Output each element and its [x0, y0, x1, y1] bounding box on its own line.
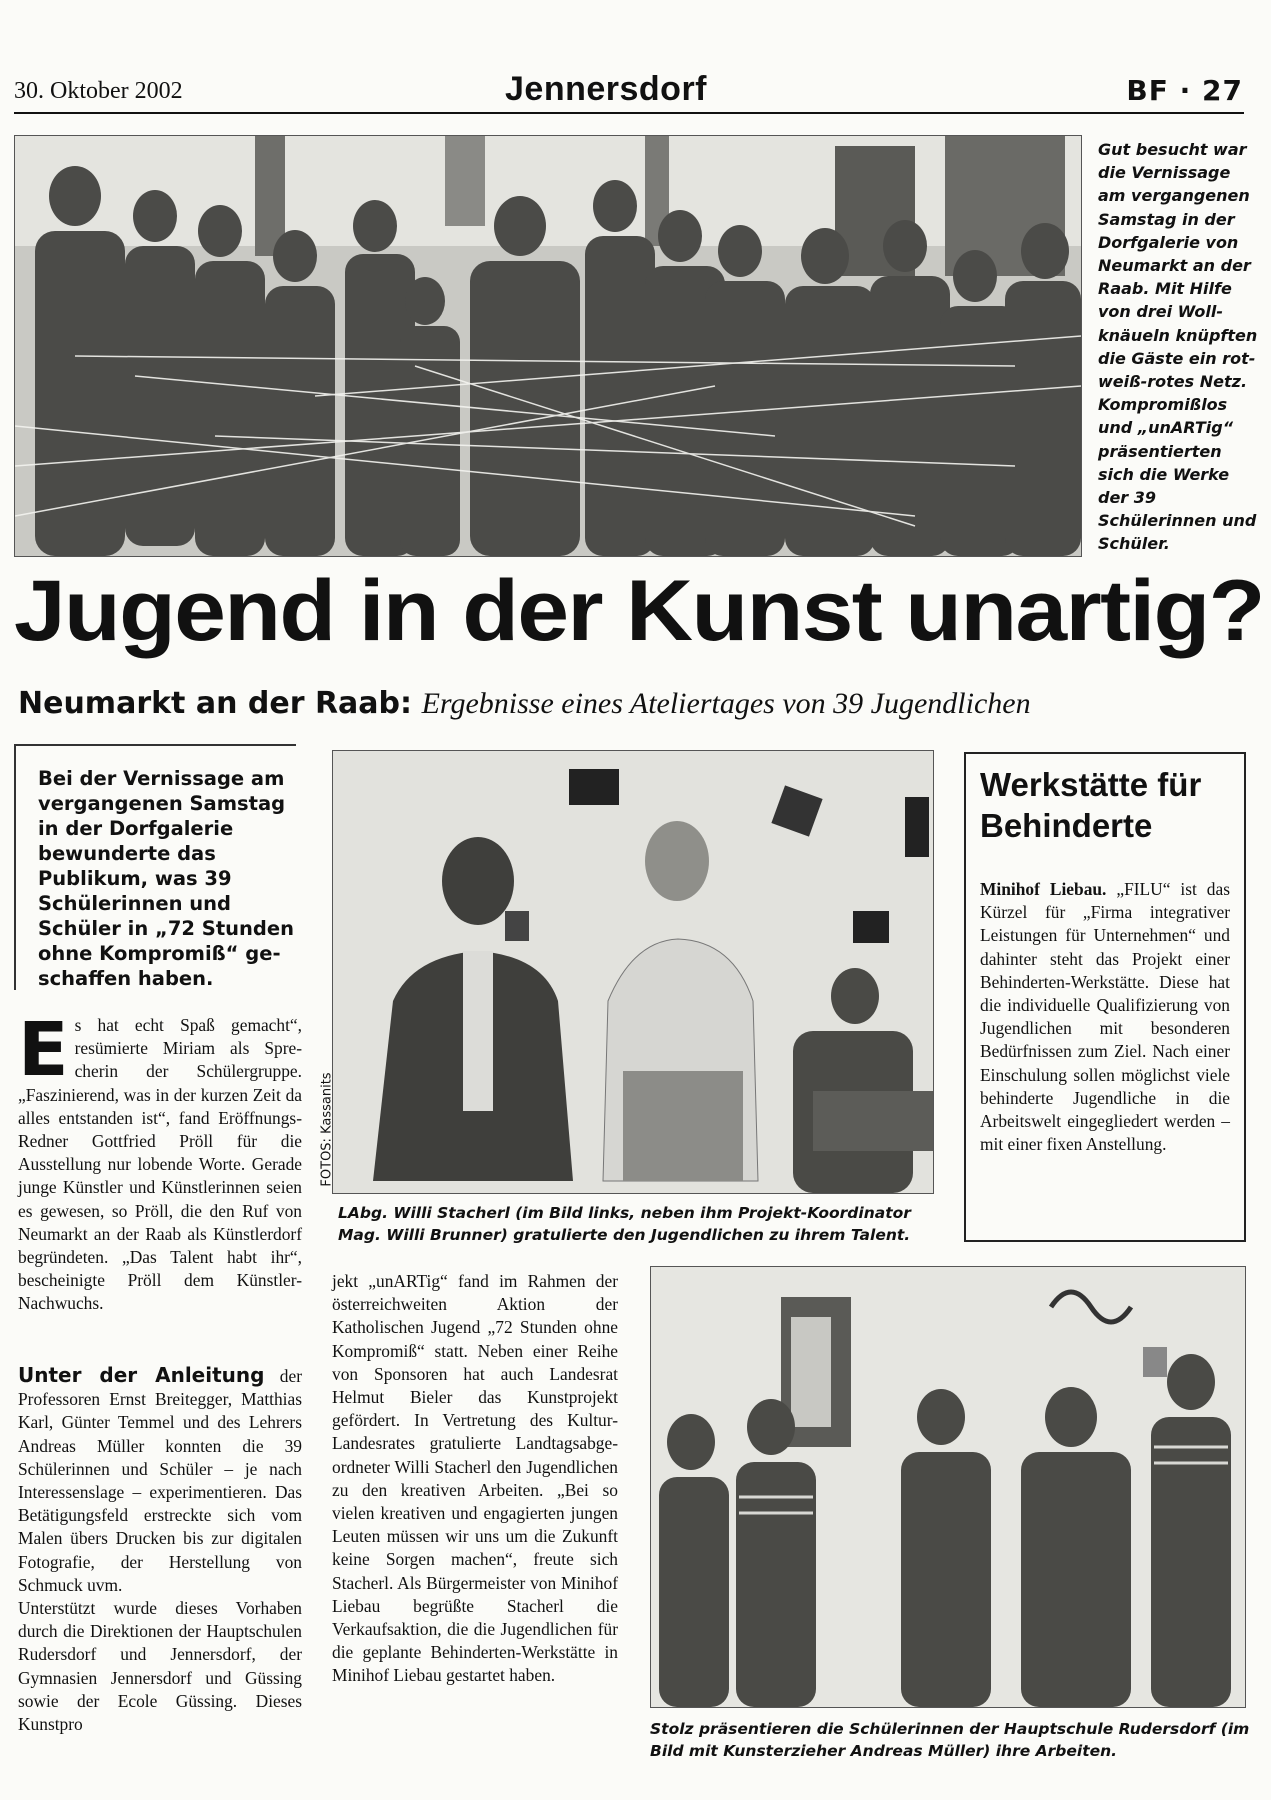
- middle-photo-graphic: [333, 751, 933, 1193]
- header-rule: [14, 112, 1244, 114]
- sidebar-box: [964, 752, 1246, 1242]
- bottom-photo-caption: Stolz präsentieren die Schülerinnen der Hauptschule Rudersdorf (im Bild mit Kunsterzieher Andreas Müller) ihre Arbeiten.: [650, 1720, 1250, 1760]
- middle-photo-caption: LAbg. Willi Stacherl (im Bild links, neben ihm Projekt-Koordinator Mag. Willi Brunner) gratulierte den Jugendlichen zu ihrem Talent.: [338, 1204, 911, 1244]
- body-paragraph-3: Unterstützt wurde dieses Vorhaben durch die Direktionen der Hauptschulen Rudersdorf und Jennersdorf, der Gymnasien Jennersdorf und Güssing sowie der Ecole Güssing. Dieses Kunstpro: [18, 1598, 302, 1735]
- body-column-2: [332, 1270, 618, 1688]
- photo-credit-text: FOTOS: Kassanits: [319, 1072, 335, 1187]
- body-paragraph-2: der Professoren Ernst Breitegger, Matthias Karl, Günter Temmel und des Lehrers Andreas Müller konnten die 39 Schülerinnen und Schüler – je nach Interessenslage – experimentieren. Das Betätigungsfeld erstreckte sich vom Malen übers Drucken bis zur digitalen Fotografie, der Herstellung von Schmuck uvm.: [18, 1366, 302, 1595]
- subheadline-place: Neumarkt an der Raab:: [18, 686, 413, 721]
- body-column-1-continued: [18, 1364, 302, 1736]
- sidebar-place: Minihof Liebau.: [980, 879, 1107, 899]
- body-subhead: Unter der Anleitung: [18, 1363, 265, 1387]
- drop-cap: E: [18, 1007, 69, 1093]
- middle-photo: [332, 750, 934, 1194]
- lead-paragraph: Bei der Vernissage am vergangenen Samstag in der Dorfgalerie bewunderte das Publikum, was 39 Schülerinnen und Schüler in „72 Stunden ohne Kompromiß“ geschaffen haben.: [38, 767, 294, 990]
- issue-date: 30. Oktober 2002: [14, 78, 183, 104]
- page-number: BF · 27: [1126, 74, 1243, 107]
- subheadline-text: Ergebnisse eines Ateliertages von 39 Jugendlichen: [421, 687, 1031, 720]
- top-photo-caption: Gut besucht war die Vernissage am vergangenen Samstag in der Dorfgalerie von Neumarkt an der Raab. Mit Hilfe von drei Wollknäueln knüpften die Gäste ein rot-weiß-rotes Netz. Kompromißlos und „unARTig“ präsentierten sich die Werke der 39 Schülerinnen und Schüler.: [1098, 140, 1258, 554]
- lead-rule: [14, 744, 296, 746]
- sidebar-body: [980, 878, 1230, 1156]
- section-title: Jennersdorf: [505, 70, 707, 108]
- subheadline: [18, 686, 1031, 721]
- lead-vrule: [14, 744, 16, 990]
- sidebar-title: Werkstätte für Behinderte: [980, 766, 1202, 844]
- body-column-1: [18, 1007, 302, 1316]
- sidebar-text: „FILU“ ist das Kürzel für „Firma integrativer Leistungen für Unternehmen“ und dahinter steht das Projekt einer Behinderten-Werkstätte. Diese hat die individuelle Qualifizierung von Jugendlichen mit besonderen Bedürfnissen zum Ziel. Nach einer Einschulung sollen möglichst viele behinderte Jugendliche in die Arbeitswelt eingegliedert werden – mit einer fixen Anstellung.: [980, 879, 1230, 1155]
- body-paragraph-4: jekt „unARTig“ fand im Rahmen der österreichweiten Aktion der Katholischen Jugend „72 Stunden ohne Kompromiß“ statt. Neben einer Reihe von Sponsoren hat auch Landesrat Helmut Bieler das Kunstprojekt gefördert. In Vertretung des Kultur-Landesrates gratulierte Landtagsabgeordneter Willi Stacherl den Jugendlichen zu den kreativen Arbeiten. „Bei so vielen kreativen und engagierten jungen Leuten müssen wir uns um die Zukunft keine Sorgen machen“, freute sich Stacherl. Als Bürgermeister von Minihof Liebau begrüßte Stacherl die Verkaufsaktion, die die Jugendlichen für die geplante Behinderten-Werkstätte in Minihof Liebau gestartet haben.: [332, 1271, 618, 1686]
- top-photo: [14, 135, 1082, 557]
- body-paragraph-1: s hat echt Spaß gemacht“, resümierte Miriam als Sprecherin der Schülergruppe. „Faszinierend, was in der kurzen Zeit da alles entstanden ist“, fand Eröffnungs-Redner Gottfried Pröll für die Ausstellung nur lobende Worte. Gerade junge Künstler und Künstlerinnen seien es gewesen, so Pröll, die den Ruf von Neumarkt an der Raab als Künstlerdorf begründeten. „Das Talent habt ihr“, bescheinigte Pröll dem Künstler-Nachwuchs.: [18, 1015, 302, 1314]
- top-photo-graphic: [15, 136, 1081, 556]
- bottom-photo: [650, 1266, 1246, 1708]
- bottom-photo-graphic: [651, 1267, 1245, 1707]
- headline: Jugend in der Kunst unartig?: [14, 563, 1264, 659]
- photo-credit: [306, 1072, 336, 1196]
